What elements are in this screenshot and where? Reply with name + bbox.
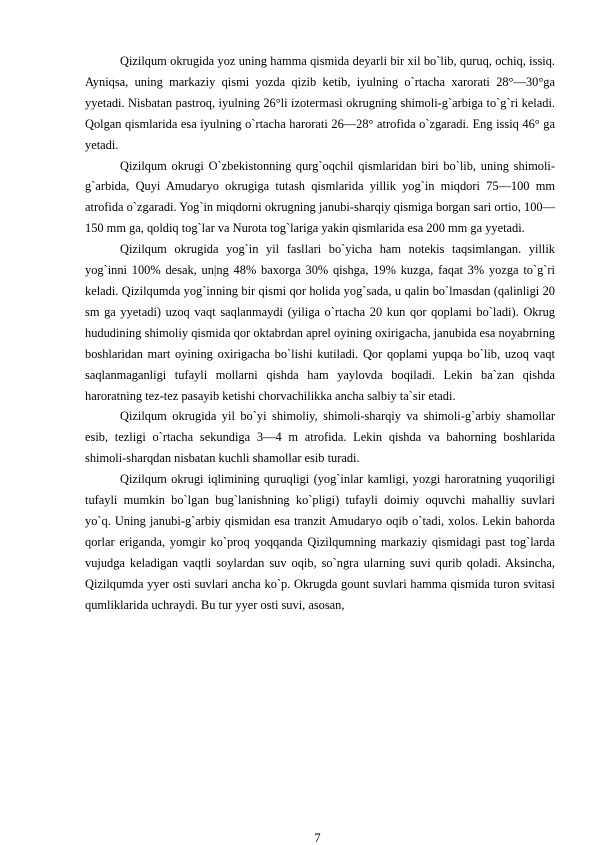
paragraph-seasonal-precipitation: Qizilqum okrugida yog`in yil fasllari bo`yicha ham notekis taqsimlangan. yillik yog`inni 100% desak, un|ng 48% baxorga 30% qishga, 19% kuzga, faqat 3% yozga to`g`ri keladi. Qizilqumda yog`inning bir qismi qor holida yog`sada, u qalin bo`lmasdan (qalinligi 20 sm ga yyetadi) uzoq vaqt saqlanmaydi (yiliga o`rtacha 20 kun qor qoplami bo`ladi). Okrug hududining shimoliy qismida qor oktabrdan aprel oyining oxirigacha, janubida esa noyabrning boshlaridan mart oyining oxirigacha bo`lishi kutiladi. Qor qoplami yupqa bo`lib, uzoq vaqt saqlanmaganligi tufayli mollarni qishda ham yaylovda boqiladi. Lekin ba`zan qishda haroratning tez-tez pasayib ketishi chorvachilikka ancha salbiy ta`sir etadi. <box>85 242 555 403</box>
page-body <box>85 51 555 615</box>
paragraph-water-resources: Qizilqum okrugi iqlimining quruqligi (yog`inlar kamligi, yozgi haroratning yuqoriligi tufayli mumkin bo`lgan bug`lanishning ko`pligi) tufayli doimiy oquvchi mahalliy suvlari yo`q. Uning janubi-g`arbiy qismidan esa tranzit Amudaryo oqib o`tadi, xolos. Lekin bahorda qorlar eriganda, yomgir ko`proq yoqqanda Qizilqumning markaziy qismidagi past tog`larda vujudga keladigan vaqtli soylardan suv oqib, so`ngra ularning suvi qurib qoladi. Aksincha, Qizilqumda yyer osti suvlari ancha ko`p. Okrugda gount suvlari hamma qismida turon svitasi qumliklarida uchraydi. Bu tur yyer osti suvi, asosan, <box>85 472 555 612</box>
paragraph-precipitation-amount: Qizilqum okrugi O`zbekistonning qurg`oqchil qismlaridan biri bo`lib, uning shimoli-g`arbida, Quyi Amudaryo okrugiga tutash qismlarida yillik yog`in miqdori 75—100 mm atrofida o`zgaradi. Yog`in miqdorni okrugning janubi-sharqiy qismiga borgan sari ortio, 100—150 mm ga, qoldiq tog`lar va Nurota tog`lariga yakin qismlarida esa 200 mm ga yyetadi. <box>85 158 555 236</box>
paragraph-summer-climate: Qizilqum okrugida yoz uning hamma qismida deyarli bir xil bo`lib, quruq, ochiq, issiq. Ayniqsa, uning markaziy qismi yozda qizib ketib, iyulning o`rtacha xarorati 28°—30°ga yyetadi. Nisbatan pastroq, iyulning 26°li izotermasi okrugning shimoli-g`arbiga to`g`ri keladi. Qolgan qismlarida esa iyulning o`rtacha harorati 26—28° atrofida o`zgaradi. Eng issiq 46° ga yetadi. <box>85 54 555 152</box>
paragraph-winds: Qizilqum okrugida yil bo`yi shimoliy, shimoli-sharqiy va shimoli-g`arbiy shamollar esib, tezligi o`rtacha sekundiga 3—4 m atrofida. Lekin qishda va bahorning boshlarida shimoli-sharqdan nisbatan kuchli shamollar esib turadi. <box>85 409 555 466</box>
page-number: 7 <box>314 831 321 845</box>
